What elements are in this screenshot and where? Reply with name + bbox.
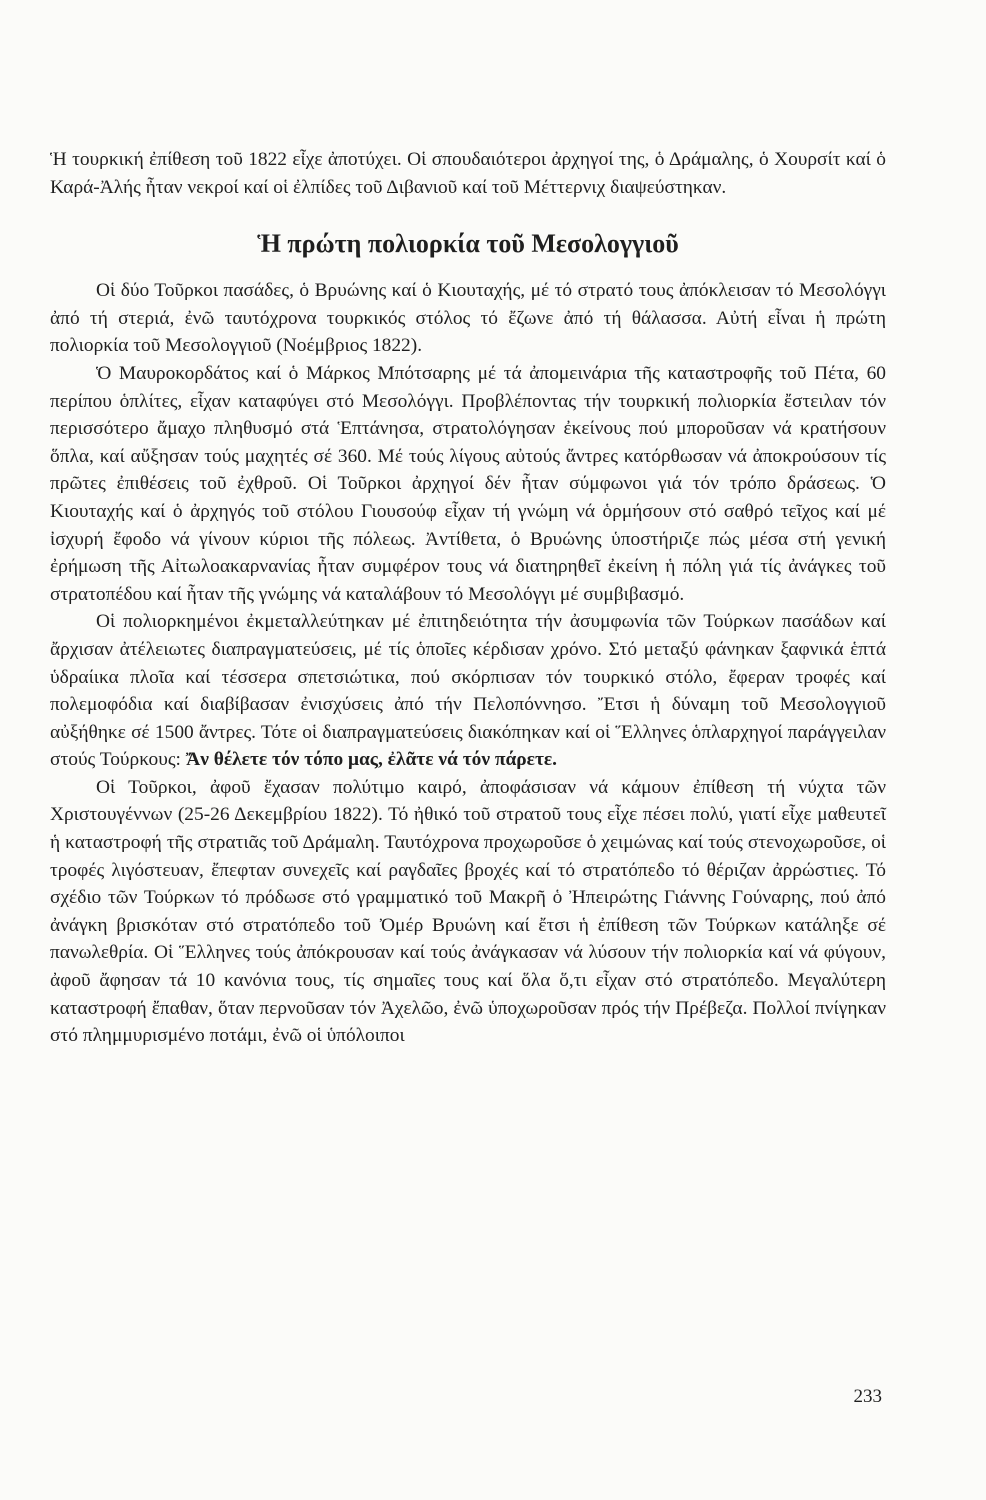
- paragraph-negotiations: [50, 608, 886, 774]
- page-number: 233: [853, 1386, 882, 1407]
- negotiations-text: Οἱ πολιορκημένοι ἐκμεταλλεύτηκαν μέ ἐπιτηδειότητα τήν ἀσυμφωνία τῶν Τούρκων πασάδων καί ἄρχισαν ἀτέλειωτες διαπραγματεύσεις, μέ τίς ὁποῖες κέρδισαν χρόνο. Στό μεταξύ φάνηκαν ξαφνικά ἑπτά ὑδραίικα πλοῖα καί τέσσερα σπετσιώτικα, πού σκόρπισαν τόν τουρκικό στόλο, ἔφεραν τροφές καί πολεμοφόδια καί διαβίβασαν ἐνισχύσεις ἀπό τήν Πελοπόννησο. Ἔτσι ἡ δύναμη τοῦ Μεσολογγιοῦ αὐξήθηκε σέ 1500 ἄντρες. Τότε οἱ διαπραγματεύσεις διακόπηκαν καί οἱ Ἕλληνες ὁπλαρχηγοί παράγγειλαν στούς Τούρκους:: [50, 611, 886, 771]
- intro-paragraph: Ἡ τουρκική ἐπίθεση τοῦ 1822 εἶχε ἀποτύχει. Οἱ σπουδαιότεροι ἀρχηγοί της, ὁ Δράμαλης, ὁ Χουρσίτ καί ὁ Καρά-Ἀλής ἦταν νεκροί καί οἱ ἐλπίδες τοῦ Διβανιοῦ καί τοῦ Μέττερνιχ διαψεύστηκαν.: [50, 149, 886, 198]
- page-text: [50, 146, 886, 1050]
- section-heading: Ἡ πρώτη πολιορκία τοῦ Μεσολογγιοῦ: [257, 229, 679, 259]
- famous-reply: Ἄν θέλετε τόν τόπο μας, ἐλᾶτε νά τόν πάρετε.: [185, 749, 558, 771]
- paragraph-defenders: Ὁ Μαυροκορδάτος καί ὁ Μάρκος Μπότσαρης μέ τά ἀπομεινάρια τῆς καταστροφῆς τοῦ Πέτα, 60 περίπου ὁπλίτες, εἶχαν καταφύγει στό Μεσολόγγι. Προβλέποντας τήν τουρκική πολιορκία ἔστειλαν τόν περισσότερο ἄμαχο πληθυσμό στά Ἑπτάνησα, στρατολόγησαν ἐκείνους πού μποροῦσαν νά κρατήσουν ὅπλα, καί αὔξησαν τούς μαχητές σέ 360. Μέ τούς λίγους αὐτούς ἄντρες κατόρθωσαν νά ἀποκρούσουν τίς πρῶτες ἐπιθέσεις τοῦ ἐχθροῦ. Οἱ Τοῦρκοι ἀρχηγοί δέν ἦταν σύμφωνοι γιά τόν τρόπο δράσεως. Ὁ Κιουταχής καί ὁ ἀρχηγός τοῦ στόλου Γιουσούφ εἶχαν τή γνώμη νά ὁρμήσουν στό σαθρό τεῖχος καί μέ ἰσχυρή ἔφοδο νά γίνουν κύριοι τῆς πόλεως. Ἀντίθετα, ὁ Βρυώνης ὑποστήριζε πώς μέσα στή γενική ἐρήμωση τῆς Αἰτωλοακαρνανίας ἦταν συμφέρον τους νά διατηρηθεῖ ἐκείνη ἡ πόλη γιά τίς ἀνάγκες τοῦ στρατοπέδου καί ἦταν τῆς γνώμης νά καταλάβουν τό Μεσολόγγι μέ συμβιβασμό.: [50, 362, 886, 605]
- paragraph-christmas-attack: Οἱ Τοῦρκοι, ἀφοῦ ἔχασαν πολύτιμο καιρό, ἀποφάσισαν νά κάμουν ἐπίθεση τή νύχτα τῶν Χριστουγέννων (25-26 Δεκεμβρίου 1822). Τό ἠθικό τοῦ στρατοῦ τους εἶχε πέσει πολύ, γιατί εἶχε μαθευτεῖ ἡ καταστροφή τῆς στρατιᾶς τοῦ Δράμαλη. Ταυτόχρονα προχωροῦσε ὁ χειμώνας καί τούς στενοχωροῦσε, οἱ τροφές λιγόστευαν, ἔπεφταν συνεχεῖς καί ραγδαῖες βροχές καί τό στρατόπεδο τό θέριζαν ἀρρώστιες. Τό σχέδιο τῶν Τούρκων τό πρόδωσε στό γραμματικό τοῦ Μακρῆ ὁ Ἠπειρώτης Γιάννης Γούναρης, πού ἀπό ἀνάγκη βρισκόταν στό στρατόπεδο τοῦ Ὀμέρ Βρυώνη καί ἔτσι ἡ ἐπίθεση τῶν Τούρκων κατάληξε σέ πανωλεθρία. Οἱ Ἕλληνες τούς ἀπόκρουσαν καί τούς ἀνάγκασαν νά λύσουν τήν πολιορκία καί νά φύγουν, ἀφοῦ ἄφησαν τά 10 κανόνια τους, τίς σημαῖες τους καί ὅλα ὅ,τι εἶχαν στό στρατόπεδο. Μεγαλύτερη καταστροφή ἔπαθαν, ὅταν περνοῦσαν τόν Ἀχελῶο, ἐνῶ ὑποχωροῦσαν πρός τήν Πρέβεζα. Πολλοί πνίγηκαν στό πλημμυρισμένο ποτάμι, ἐνῶ οἱ ὑπόλοιποι: [50, 776, 886, 1047]
- paragraph-siege-start: Οἱ δύο Τοῦρκοι πασάδες, ὁ Βρυώνης καί ὁ Κιουταχής, μέ τό στρατό τους ἀπόκλεισαν τό Μεσολόγγι ἀπό τή στεριά, ἐνῶ ταυτόχρονα τουρκικός στόλος τό ἔζωνε ἀπό τή θάλασσα. Αὐτή εἶναι ἡ πρώτη πολιορκία τοῦ Μεσολογγιοῦ (Νοέμβριος 1822).: [50, 280, 886, 357]
